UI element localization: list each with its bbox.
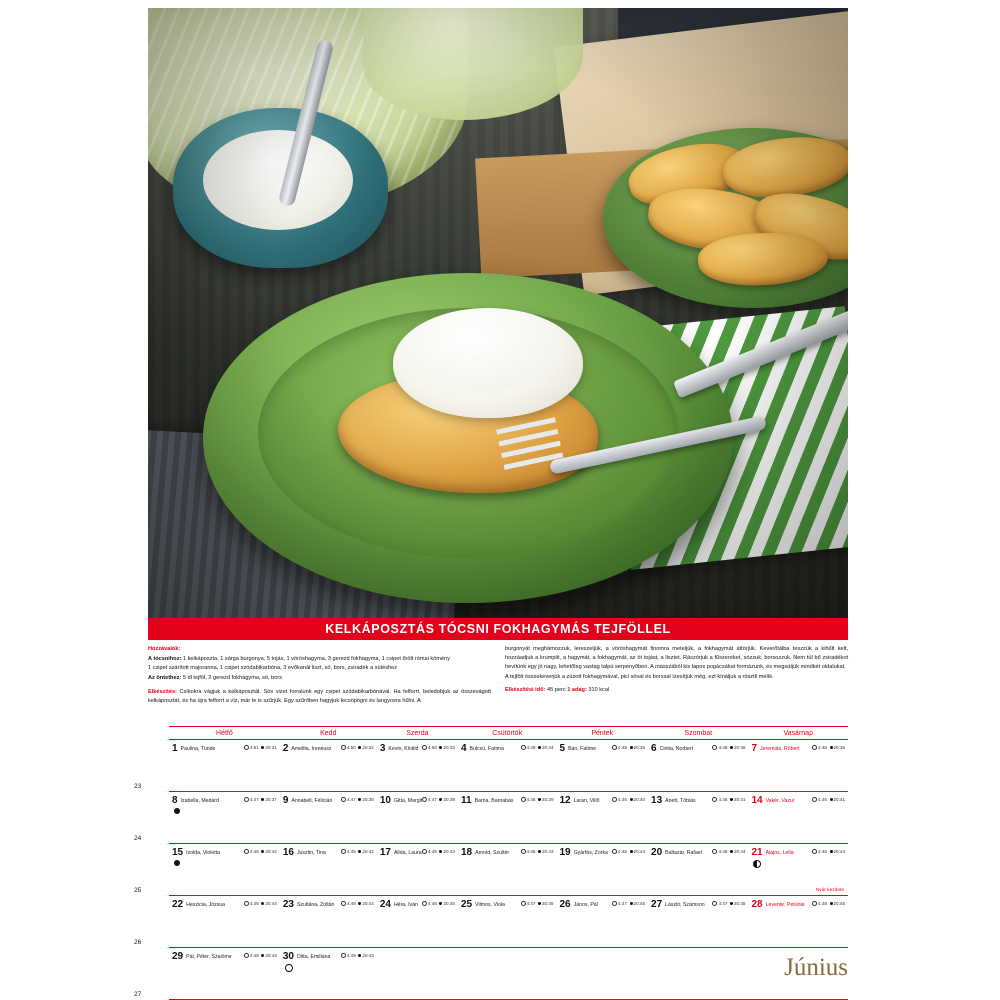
day-number: 30 [282,951,294,962]
name-day: Ditta, Emiliána [296,953,331,960]
name-day: Héra, Iván [393,901,418,908]
day-number: 4 [460,743,467,754]
sun-times: 4:45 20:43 [521,849,554,854]
calendar-empty-cell [648,948,748,1000]
moon-phase-icon [174,808,180,814]
week-number-cell: 24 [134,834,142,842]
sun-times: 4:46 20:44 [812,849,845,854]
calendar-day-cell[interactable] [280,948,377,1000]
day-number: 3 [379,743,386,754]
name-day: Alida, Laura [393,849,422,856]
time-label: Elkészítési idő: [505,686,546,693]
name-day: Alajos, Leila [765,849,794,856]
calendar-header-row [148,727,848,740]
calendar-day-cell[interactable] [557,844,649,896]
calendar-body [134,740,848,1000]
name-day: János, Pál [573,901,598,908]
calendar-day-cell[interactable] [557,896,649,948]
day-number: 28 [751,899,763,910]
day-number: 2 [282,743,289,754]
calendar-table [134,726,848,1000]
calendar-day-cell[interactable] [280,896,377,948]
week-number-cell: 27 [134,990,142,998]
sun-times: 4:50 20:33 [422,745,455,750]
sun-times: 4:47 20:45 [712,901,745,906]
name-day: Szultána, Zoltán [296,901,335,908]
portion-label: 1 adag: [567,686,587,693]
name-day: Amelita, Ireneusz [291,745,332,752]
calendar-day-cell[interactable] [648,792,748,844]
day-number: 19 [559,847,571,858]
sun-times: 4:48 20:45 [812,901,845,906]
day-number: 22 [172,899,184,910]
calendar-day-cell[interactable] [377,740,458,792]
sun-times: 4:47 20:37 [244,797,277,802]
day-number: 11 [460,795,472,806]
sun-times: 4:51 20:31 [244,745,277,750]
sun-times: 4:48 20:36 [712,745,745,750]
name-day: Cintia, Norbert [659,745,694,752]
calendar-day-cell[interactable] [748,792,848,844]
name-day: Izolda, Violetta [186,849,221,856]
week-number-cell: 26 [134,938,142,946]
sun-times: 4:48 20:44 [244,953,277,958]
recipe-title: KELKÁPOSZTÁS TÓCSNI FOKHAGYMÁS TEJFÖLLEL [148,618,848,640]
calendar-day-cell[interactable] [648,844,748,896]
sun-times: 4:49 20:35 [612,745,645,750]
portion-value: 310 kcal [588,686,610,693]
day-number: 15 [172,847,184,858]
time-value: 45 perc [546,686,566,693]
calendar-week-row [148,948,848,1000]
name-day: Bulcsú, Fatima [469,745,504,752]
sun-times: 4:46 20:45 [422,901,455,906]
day-number: 27 [651,899,663,910]
calendar-day-cell[interactable] [169,844,280,896]
name-day: Pál, Péter, Szalóme [186,953,232,960]
name-day: Anett, Tóbiás [665,797,696,804]
moon-phase-icon [285,964,293,972]
recipe-left-column [148,645,491,717]
sun-times: 4:46 20:44 [341,901,374,906]
name-day: Barna, Barnabás [474,797,514,804]
sun-times: 4:46 20:42 [244,849,277,854]
sun-times: 4:49 20:34 [521,745,554,750]
name-day: Kevin, Klotild [388,745,419,752]
ingredients-sub1: 1 kelkáposzta, 1 sárga burgonya, 5 tojás, 1 vöröshagyma, 3 gerezd fokhagyma, 1 csipet őrölt római kömény [182,655,451,662]
calendar-header-7: Vasárnap [748,727,848,740]
calendar-empty-cell [377,948,458,1000]
photo-vignette [148,8,848,618]
name-day: Annabell, Félicián [291,797,333,804]
calendar-week-row [148,792,848,844]
name-day: Vilmos, Viola [475,901,505,908]
month-name: Június [784,954,848,981]
calendar-header-1: Hétfő [169,727,280,740]
calendar-day-cell[interactable] [377,896,458,948]
name-day: Levente, Petúnia [765,901,805,908]
ingredients-sub1-cont: 1 csipet szárított majoranna, 1 csipet szódabikarbóna, 3 evőkanál liszt, só, bors, zsiradék a sütéshez [148,665,398,672]
day-number: 13 [651,795,663,806]
day-number: 29 [172,951,184,962]
day-number: 8 [172,795,178,806]
sun-times: 4:46 20:39 [521,797,554,802]
sun-times: 4:47 20:45 [521,901,554,906]
day-number: 9 [282,795,289,806]
sun-times: 4:46 20:40 [612,797,645,802]
method-left: Csíkokra vágjuk a kelkáposztát. Sós vizet forralunk egy csipet szódabikarbónával. Ha felforrt, beledobjuk az összevágott kelkáposztát, és ha újra felforrt a víz, már le is szűrjük. Egy szűrőben hagyjuk lecsöpögni és langyosra hűlni. A [148,688,491,705]
ingredients-sub2: 5 dl tejföl, 2 gerezd fokhagyma, só, bors [182,675,283,682]
ingredients-sub2-label: Az öntethez: [148,675,182,682]
day-number: 24 [379,899,391,910]
ingredients-label: Hozzávalók: [148,646,181,652]
moon-phase-icon [174,860,180,866]
calendar-day-cell[interactable] [557,740,649,792]
calendar-grid [134,726,848,1000]
recipe-right-column [505,645,848,717]
calendar-empty-cell [557,948,649,1000]
sun-times: 4:47 20:39 [422,797,455,802]
name-day: Vakér, Vazul [765,797,794,804]
calendar-day-cell[interactable] [377,844,458,896]
recipe-text [148,645,848,717]
recipe-photo [148,8,848,618]
calendar-day-cell[interactable] [458,844,557,896]
sun-times: 4:45 20:42 [341,849,374,854]
method-right2: A tejfölt összekeverjük a zúzott fokhagymával, pici sóval és borssal ízesítjük még, ezt kínáljuk a rösztli mellé. [505,673,774,680]
method-right: burgonyát meghámozzuk, lereszeljük, a vöröshagymát finomra meteljük, a fokhagymát áttörjük. Keverőtálba teszzük a kihűlt kelt, hozzáadjuk a krumplit, a hagymát, a fokhagymát, az öt tojást, a lisztet. Rászórjuk a fűszereket, sózzuk, borsozzuk. Nem túl bő zsiradékot hevítünk egy jó nagy, lehetőleg vastag talpú serpenyőben. A masszából kis lapos pogácsákat formázunk, és megsütjük mindkét oldalukat. [505,646,848,671]
sun-times: 4:50 20:32 [341,745,374,750]
day-number: 25 [460,899,473,910]
calendar-day-cell[interactable] [748,740,848,792]
calendar-week-row [148,844,848,896]
calendar-header-3: Szerda [377,727,458,740]
name-day: Laran, Villő [573,797,600,804]
day-number: 20 [651,847,663,858]
name-day: László, Számson [665,901,705,908]
week-number-cell: 23 [134,782,142,790]
calendar-day-cell[interactable] [169,792,280,844]
day-number: 18 [460,847,473,858]
name-day: Izabella, Medárd [180,797,219,804]
calendar-day-cell[interactable] [458,792,557,844]
calendar-day-cell[interactable] [648,896,748,948]
ingredients-sub1-label: A tócsnihoz: [148,655,182,662]
calendar-day-cell[interactable] [648,740,748,792]
name-day: Gitta, Margit [393,797,423,804]
day-number: 12 [559,795,571,806]
moon-phase-icon [753,860,761,868]
calendar-day-cell[interactable] [169,948,280,1000]
day-number: 16 [282,847,294,858]
calendar-header-5: Péntek [557,727,649,740]
name-day: Jusztin, Tina [296,849,326,856]
day-number: 21 [751,847,763,858]
name-day: Paulina, Tünde [180,745,216,752]
week-number-cell: 25 [134,886,142,894]
day-number: 17 [379,847,391,858]
sun-times: 4:47 20:38 [341,797,374,802]
name-day: Heszicia, Józsua [186,901,226,908]
calendar-day-cell[interactable]: Nyár kezdete 28 Levente, Petúnia 4:48 20:45 [748,896,848,948]
calendar-header-4: Csütörtök [458,727,557,740]
name-day: Jeremiás, Róbert [760,745,800,752]
calendar-day-cell[interactable] [557,792,649,844]
day-number: 23 [282,899,294,910]
day-number: 26 [559,899,571,910]
calendar-week-row [148,896,848,948]
calendar-day-cell[interactable] [458,896,557,948]
calendar-header-6: Szombat [648,727,748,740]
day-number: 5 [559,743,566,754]
name-day: Baltazár, Rafael [665,849,702,856]
sun-times: 4:46 20:44 [712,849,745,854]
day-number: 6 [651,743,657,754]
sun-times: 4:46 20:44 [244,901,277,906]
sun-times: 4:48 20:36 [812,745,845,750]
name-day: Gyárfás, Zorka [573,849,608,856]
week-number-header [148,727,169,740]
calendar-day-cell[interactable] [169,896,280,948]
day-number: 10 [379,795,391,806]
sun-times: 4:47 20:45 [612,901,645,906]
calendar-header-2: Kedd [280,727,377,740]
sun-times: 4:49 20:43 [341,953,374,958]
sun-times: 4:46 20:41 [812,797,845,802]
name-day: Bán, Fatime [568,745,597,752]
sun-times: 4:45 20:43 [422,849,455,854]
calendar-day-cell[interactable] [458,740,557,792]
calendar-day-cell[interactable] [377,792,458,844]
sun-times: 4:45 20:44 [612,849,645,854]
calendar-day-cell[interactable] [280,844,377,896]
calendar-day-cell[interactable] [169,740,280,792]
day-number: 14 [751,795,763,806]
day-number: 7 [751,743,758,754]
calendar-week-row [148,740,848,792]
method-label: Elkészítés: [148,688,177,695]
sun-times: 4:46 20:41 [712,797,745,802]
calendar-empty-cell [458,948,557,1000]
calendar-day-cell[interactable] [280,792,377,844]
calendar-day-cell[interactable] [280,740,377,792]
day-number: 1 [172,743,178,754]
name-day: Arnold, Szultér [475,849,510,856]
